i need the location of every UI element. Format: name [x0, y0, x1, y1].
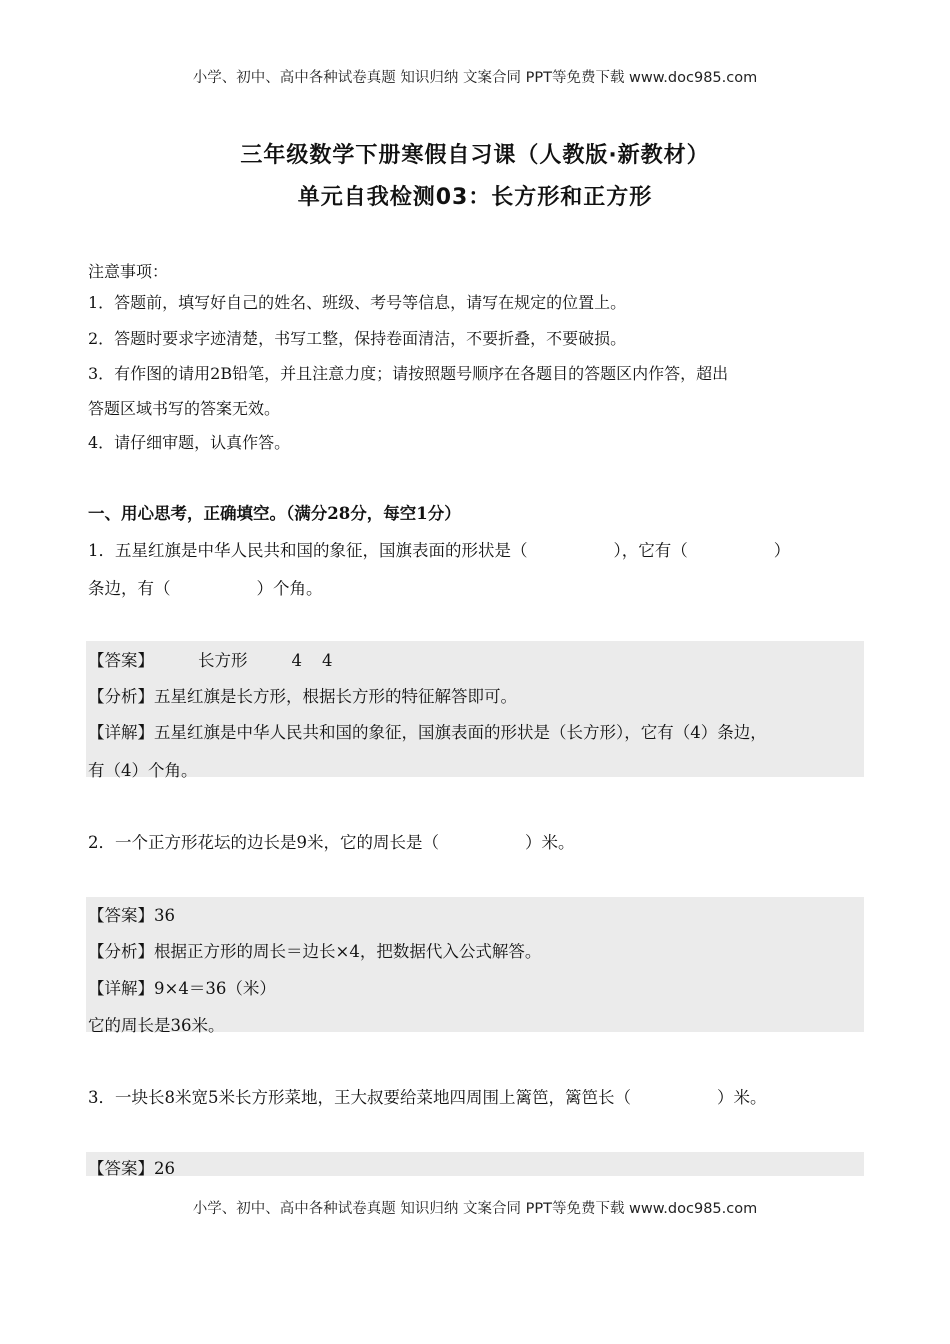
- footer-banner: 小学、初中、高中各种试卷真题 知识归纳 文案合同 PPT等免费下载 www.doc985.com: [192, 1201, 758, 1217]
- conclusion-2: 它的周长是36米。: [88, 1016, 225, 1035]
- question-text: ）个角。: [256, 579, 323, 598]
- header-banner: 小学、初中、高中各种试卷真题 知识归纳 文案合同 PPT等免费下载 www.doc985.com: [192, 70, 758, 86]
- detail-1-cont: 有（4）个角。: [88, 761, 198, 780]
- answer-label: 【答案】: [88, 651, 154, 670]
- question-text: ）米。: [717, 1088, 767, 1107]
- section-heading: 一、用心思考，正确填空。（满分28分，每空1分）: [88, 504, 461, 523]
- question-text: ）米。: [525, 833, 575, 852]
- answer-line-1: [88, 647, 333, 671]
- notes-item: 3．有作图的请用2B铅笔，并且注意力度；请按照题号顺序在各题目的答题区内作答，超出: [88, 364, 729, 383]
- answer-value: 长方形: [198, 651, 248, 670]
- question-2: [88, 829, 575, 853]
- question-1-line1: [88, 537, 790, 561]
- notes-item: 2．答题时要求字迹清楚，书写工整，保持卷面清洁，不要折叠，不要破损。: [88, 329, 627, 348]
- notes-heading: 注意事项：: [88, 262, 169, 281]
- page-subtitle: 单元自我检测03：长方形和正方形: [297, 185, 653, 210]
- question-text: ）: [773, 541, 791, 560]
- page-title: 三年级数学下册寒假自习课（人教版·新教材）: [240, 143, 710, 168]
- answer-value: 4: [291, 651, 302, 670]
- notes-item: 4．请仔细审题，认真作答。: [88, 433, 291, 452]
- question-text: 条边，有（: [88, 579, 171, 598]
- question-text: 3．一块长8米宽5米长方形菜地，王大叔要给菜地四周围上篱笆，篱笆长（: [88, 1088, 631, 1107]
- question-1-line2: [88, 575, 323, 599]
- question-text: 2．一个正方形花坛的边长是9米，它的周长是（: [88, 833, 439, 852]
- question-text: 1．五星红旗是中华人民共和国的象征，国旗表面的形状是（: [88, 541, 528, 560]
- answer-2: 【答案】36: [88, 906, 175, 925]
- answer-3: 【答案】26: [88, 1159, 175, 1178]
- analysis-2: 【分析】根据正方形的周长＝边长×4，把数据代入公式解答。: [88, 942, 542, 961]
- question-text: ），它有（: [613, 541, 688, 560]
- answer-box-3: [86, 1152, 864, 1176]
- analysis-1: 【分析】五星红旗是长方形，根据长方形的特征解答即可。: [88, 687, 517, 706]
- notes-item: 1．答题前，填写好自己的姓名、班级、考号等信息，请写在规定的位置上。: [88, 293, 627, 312]
- detail-2: 【详解】9×4＝36（米）: [88, 979, 276, 998]
- question-3: [88, 1084, 767, 1108]
- detail-1: 【详解】五星红旗是中华人民共和国的象征，国旗表面的形状是（长方形），它有（4）条边，: [88, 723, 767, 742]
- notes-item: 答题区域书写的答案无效。: [88, 399, 281, 418]
- answer-value: 4: [322, 651, 333, 670]
